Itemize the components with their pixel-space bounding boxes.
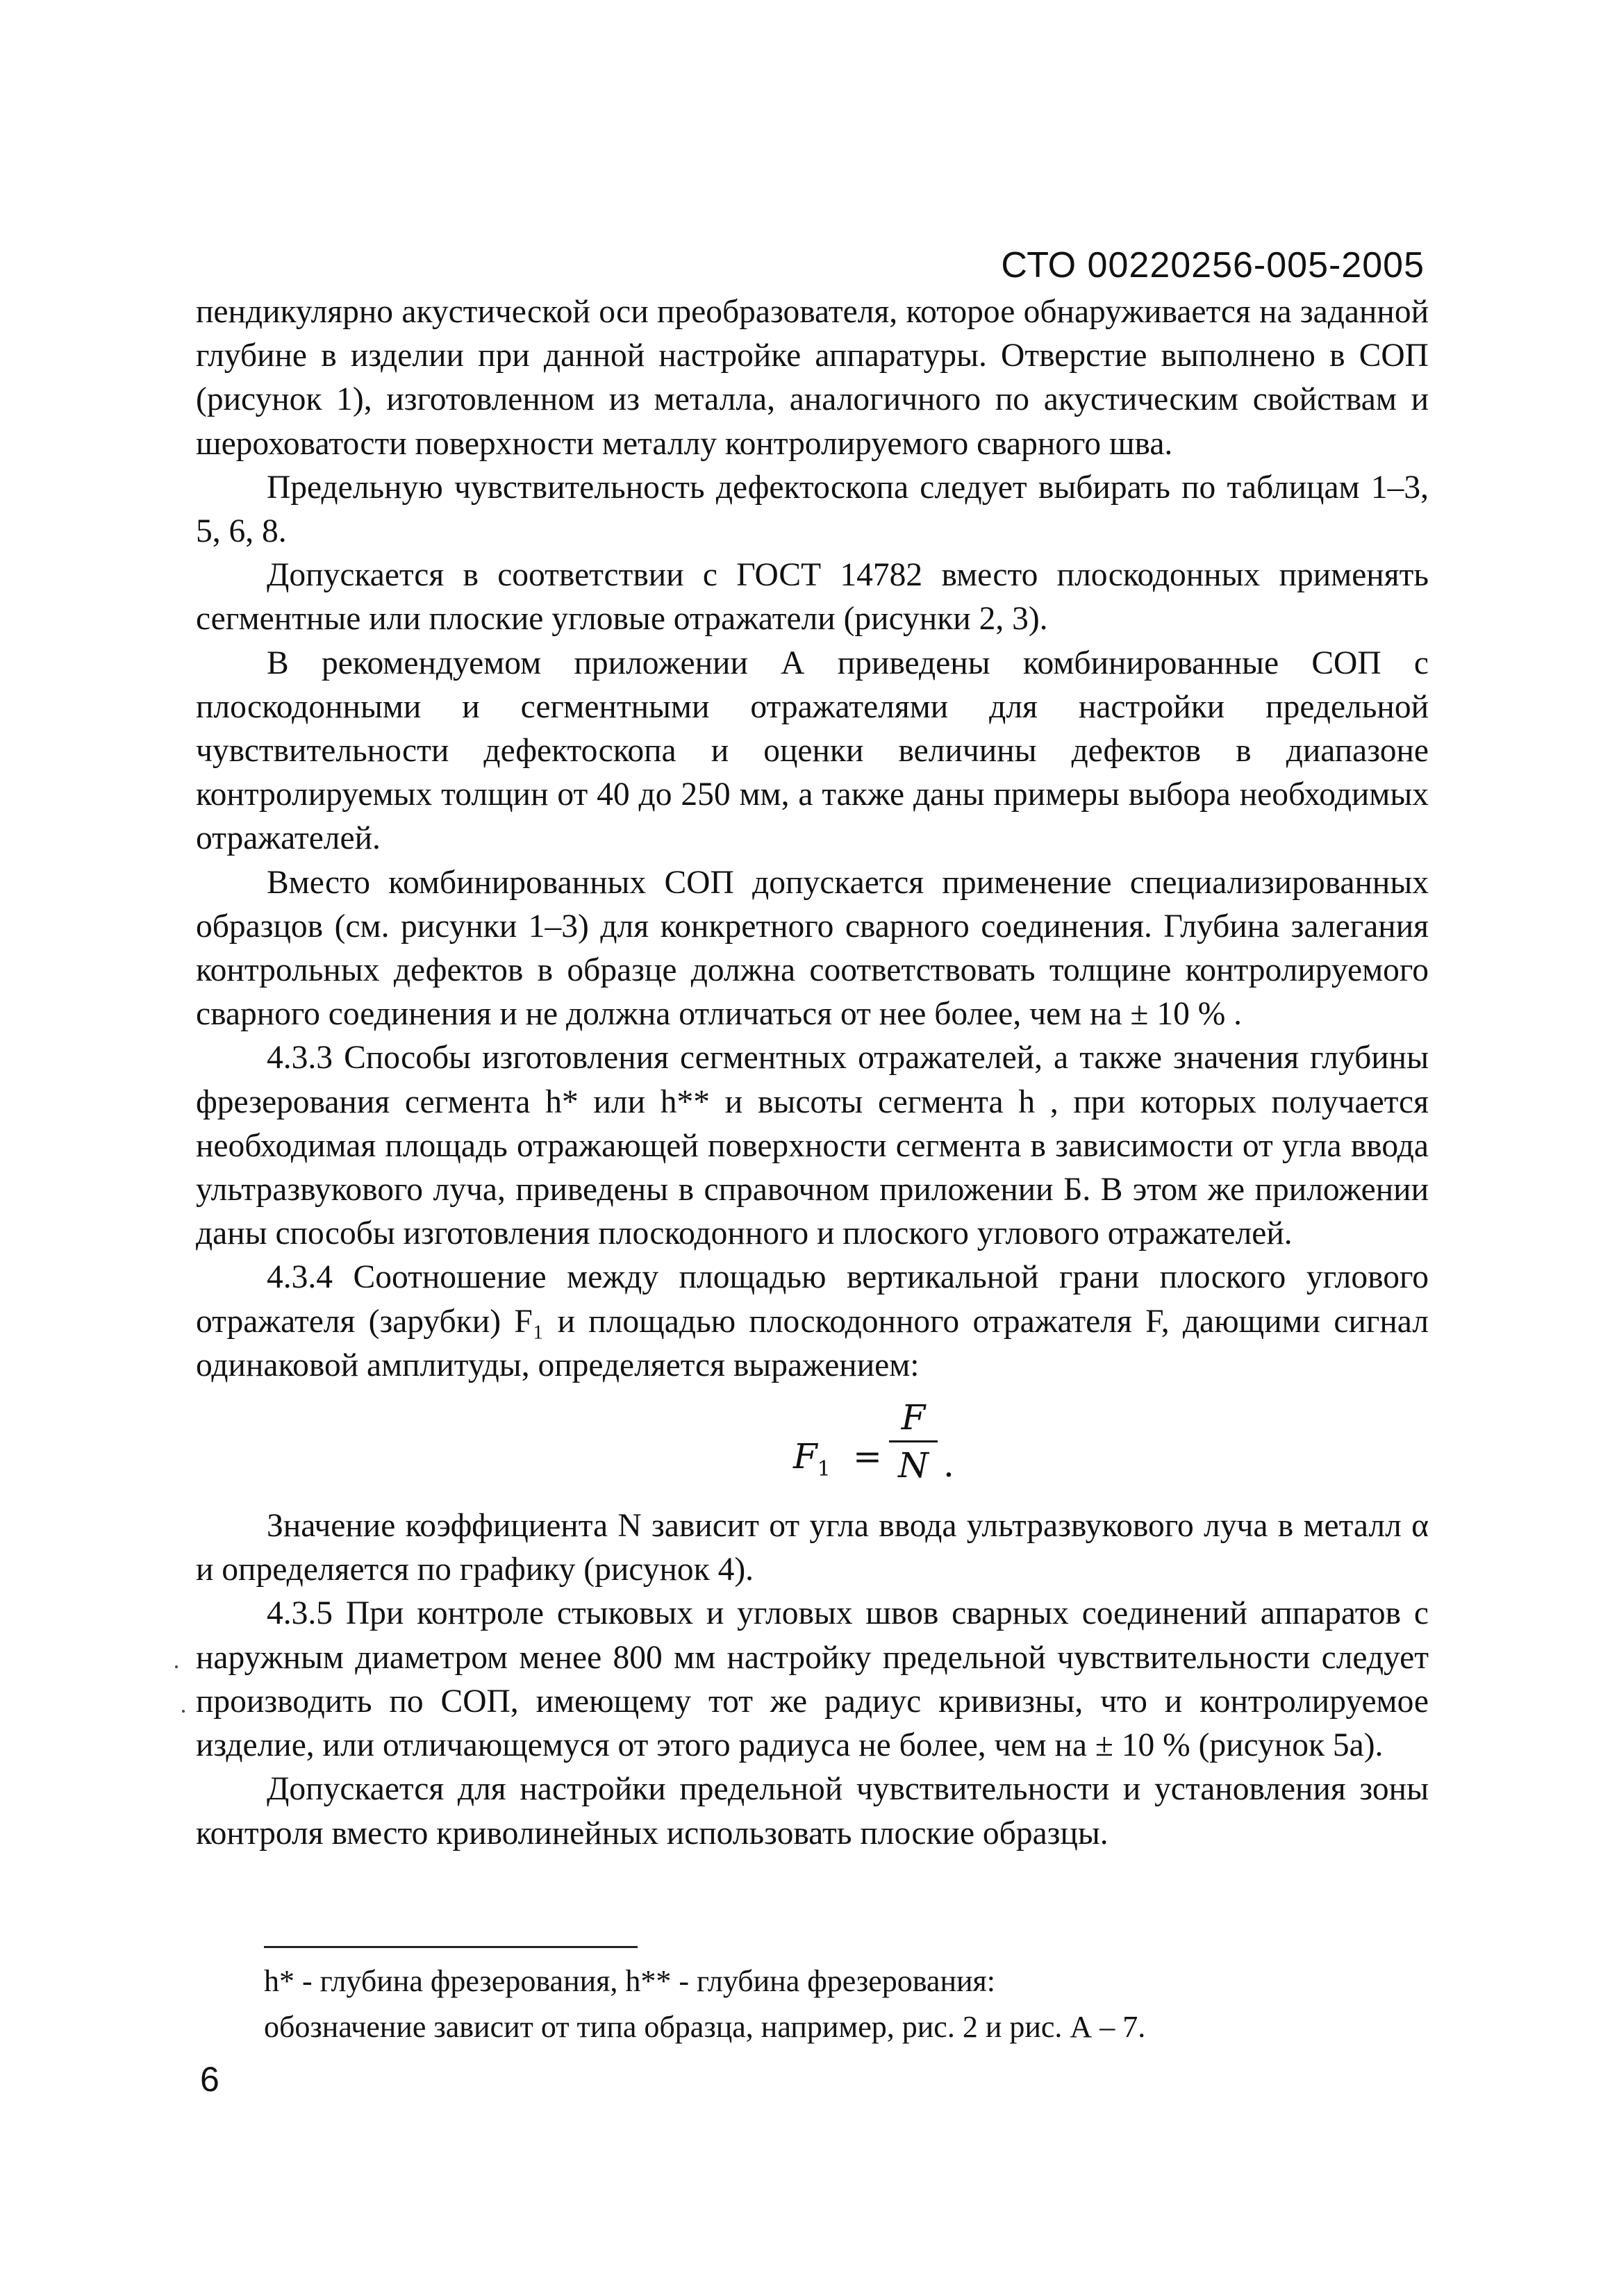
paragraph-coefficient-n: Значение коэффициента N зависит от угла ввода ультразвукового луча в металл α и определяется по графику (рисунок 4). [196, 1508, 1429, 1588]
formula-fraction [889, 1397, 938, 1486]
formula-denominator: N [898, 1445, 929, 1486]
body-text [196, 290, 1429, 1856]
paragraph-sensitivity-tables: Предельную чувствительность дефектоскопа следует выбирать по таблицам 1–3, 5, 6, 8. [196, 469, 1429, 550]
footnote-divider [264, 1946, 638, 1948]
document-code-header: СТО 00220256-005-2005 [1001, 245, 1425, 285]
fraction-bar [889, 1440, 938, 1442]
formula-equals: = [853, 1436, 882, 1477]
paragraph-flat-samples: Допускается для настройки предельной чувствительности и установления зоны контроля вместо криволинейных использовать плоские образцы. [196, 1771, 1429, 1852]
formula-f1 [196, 1392, 1429, 1499]
footnote-line-1: h* - глубина фрезерования, h** - глубина фрезерования: [264, 1964, 996, 1998]
scan-speck [175, 1665, 178, 1668]
footnote-line-2: обозначение зависит от типа образца, например, рис. 2 и рис. А – 7. [264, 2010, 1146, 2044]
scan-speck [182, 1710, 185, 1713]
formula-numerator: F [901, 1397, 926, 1438]
paragraph-specialized-samples: Вместо комбинированных СОП допускается применение специализированных образцов (см. рисунки 1–3) для конкретного сварного соединения. Глубина залегания контрольных дефектов в образце должна соответствовать толщине контролируемого сварного соединения и не должна отличаться от нее более, чем на ± 10 % . [196, 864, 1429, 1033]
paragraph-4-3-4: 4.3.4 Соотношение между площадью вертикальной грани плоского углового отражателя (зарубки) F₁ и площадью плоскодонного отражателя F, дающими сигнал одинаковой амплитуды, определяется выражением: [196, 1259, 1429, 1383]
formula-lhs: $F_1$ [793, 1436, 831, 1482]
paragraph-gost-reflectors: Допускается в соответствии с ГОСТ 14782 вместо плоскодонных применять сегментные или плоские угловые отражатели (рисунки 2, 3). [196, 557, 1429, 638]
paragraph-4-3-3: 4.3.3 Способы изготовления сегментных отражателей, а также значения глубины фрезерования сегмента h* или h** и высоты сегмента h , при которых получается необходимая площадь отражающей поверхности сегмента в зависимости от угла ввода ультразвукового луча, приведены в справочном приложении Б. В этом же приложении даны способы изготовления плоскодонного и плоского углового отражателей. [196, 1040, 1429, 1252]
paragraph-appendix-a: В рекомендуемом приложении А приведены комбинированные СОП с плоскодонными и сегментными отражателями для настройки предельной чувствительности дефектоскопа и оценки величины дефектов в диапазоне контролируемых толщин от 40 до 250 мм, а также даны примеры выбора необходимых отражателей. [196, 644, 1429, 857]
footnotes [264, 1958, 1375, 2050]
paragraph-continuation: пендикулярно акустической оси преобразователя, которое обнаруживается на заданной глубине в изделии при данной настройке аппаратуры. Отверстие выполнено в СОП (рисунок 1), изготовленном из металла, аналогичного по акустическим свойствам и шероховатости поверхности металлу контролируемого сварного шва. [196, 294, 1429, 462]
paragraph-4-3-5: 4.3.5 При контроле стыковых и угловых швов сварных соединений аппаратов с наружным диаметром менее 800 мм настройку предельной чувствительности следует производить по СОП, имеющему тот же радиус кривизны, что и контролируемое изделие, или отличающемуся от этого радиуса не более, чем на ± 10 % (рисунок 5а). [196, 1595, 1429, 1764]
page-number: 6 [200, 2060, 219, 2099]
formula-trail: . [943, 1445, 954, 1486]
